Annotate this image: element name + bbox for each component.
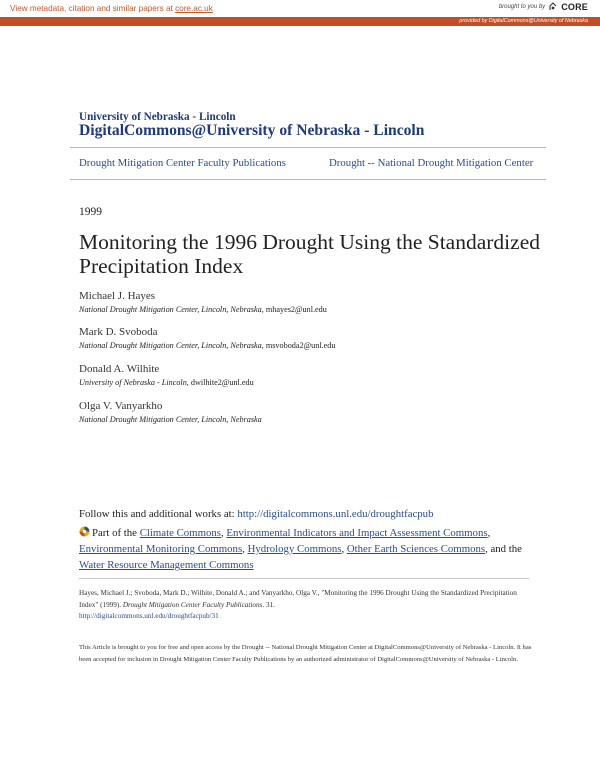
author-affiliation: [79, 305, 327, 314]
author-email: , mhayes2@unl.edu: [261, 305, 327, 314]
author-name: Donald A. Wilhite: [79, 363, 160, 375]
commons-separator: ,: [341, 543, 345, 555]
repository-name[interactable]: DigitalCommons@University of Nebraska - Lincoln: [79, 122, 425, 139]
core-logo-text: CORE: [561, 2, 588, 12]
nav-divider-bottom: [70, 179, 546, 180]
author-affiliation: [79, 378, 254, 387]
publication-year: 1999: [79, 206, 102, 218]
citation-url-link[interactable]: http://digitalcommons.unl.edu/droughtfacpub/31: [79, 612, 219, 620]
author-affiliation: [79, 415, 262, 424]
commons-link-hydrology[interactable]: Hydrology Commons: [247, 543, 342, 555]
core-banner: [0, 0, 600, 17]
citation-journal: Drought Mitigation Center Faculty Publications: [122, 600, 263, 609]
part-of-commons: [79, 525, 534, 573]
bepress-network-icon: [79, 526, 90, 537]
follow-line: [79, 508, 433, 520]
author-block: [79, 290, 327, 314]
citation-text: Hayes, Michael J.; Svoboda, Mark D.; Wilhite, Donald A.; and Vanyarkho, Olga V., "Monitoring the 1996 Drought Using the Standardized Precipitation Index" (1999).: [79, 589, 517, 609]
author-email: , dwilhite2@unl.edu: [186, 378, 254, 387]
institution-name[interactable]: University of Nebraska - Lincoln: [79, 111, 236, 123]
commons-link-water-resource-management[interactable]: Water Resource Management Commons: [79, 559, 254, 571]
core-logo-icon: [548, 2, 558, 12]
commons-link-environmental-indicators[interactable]: Environmental Indicators and Impact Assessment Commons: [226, 527, 488, 539]
commons-and-the: , and the: [485, 543, 522, 555]
author-block: [79, 326, 336, 350]
author-block: [79, 363, 254, 387]
affiliation-text: National Drought Mitigation Center, Lincoln, Nebraska: [79, 305, 262, 314]
commons-separator: ,: [242, 543, 245, 555]
core-metadata-text: [10, 4, 213, 13]
nav-divider-top: [70, 147, 546, 148]
provided-by-bar: [0, 17, 600, 26]
affiliation-text: National Drought Mitigation Center, Lincoln, Nebraska: [79, 415, 262, 424]
follow-label: Follow this and additional works at:: [79, 508, 235, 520]
recommended-citation: [79, 588, 534, 623]
access-notice: This Article is brought to you for free and open access by the Drought -- National Drought Mitigation Center at DigitalCommons@University of Nebraska - Lincoln. It has been accepted for inclusion in Drought Mitigation Center Faculty Publications by an authorized administrator of DigitalCommons@University of Nebraska - Lincoln.: [79, 644, 532, 663]
citation-divider: [79, 578, 529, 579]
author-name: Mark D. Svoboda: [79, 326, 158, 338]
affiliation-text: University of Nebraska - Lincoln: [79, 378, 187, 387]
core-link[interactable]: core.ac.uk: [175, 4, 213, 13]
author-block: [79, 400, 262, 424]
commons-separator: ,: [487, 527, 491, 539]
commons-link-other-earth-sciences[interactable]: Other Earth Sciences Commons: [346, 543, 486, 555]
author-name: Michael J. Hayes: [79, 290, 156, 302]
author-email: , msvoboda2@unl.edu: [261, 341, 336, 350]
provided-by-text: provided by DigitalCommons@University of Nebraska: [459, 18, 588, 24]
collection-link[interactable]: Drought Mitigation Center Faculty Publications: [79, 157, 286, 169]
citation-number: . 31.: [262, 600, 275, 609]
follow-url-link[interactable]: http://digitalcommons.unl.edu/droughtfacpub: [237, 508, 434, 520]
author-name: Olga V. Vanyarkho: [79, 400, 163, 412]
commons-separator: ,: [220, 527, 224, 539]
core-brought-text: brought to you by: [498, 4, 546, 10]
commons-link-climate[interactable]: Climate Commons: [139, 527, 221, 539]
part-of-label: Part of the: [92, 527, 137, 539]
article-title: Monitoring the 1996 Drought Using the Standardized Precipitation Index: [79, 230, 540, 278]
department-link[interactable]: Drought -- National Drought Mitigation Center: [329, 157, 534, 169]
affiliation-text: National Drought Mitigation Center, Lincoln, Nebraska: [79, 341, 262, 350]
commons-link-environmental-monitoring[interactable]: Environmental Monitoring Commons: [79, 543, 243, 555]
author-affiliation: [79, 341, 336, 350]
core-brought-by[interactable]: [499, 2, 588, 12]
core-metadata-prefix: View metadata, citation and similar papers at: [10, 4, 173, 13]
